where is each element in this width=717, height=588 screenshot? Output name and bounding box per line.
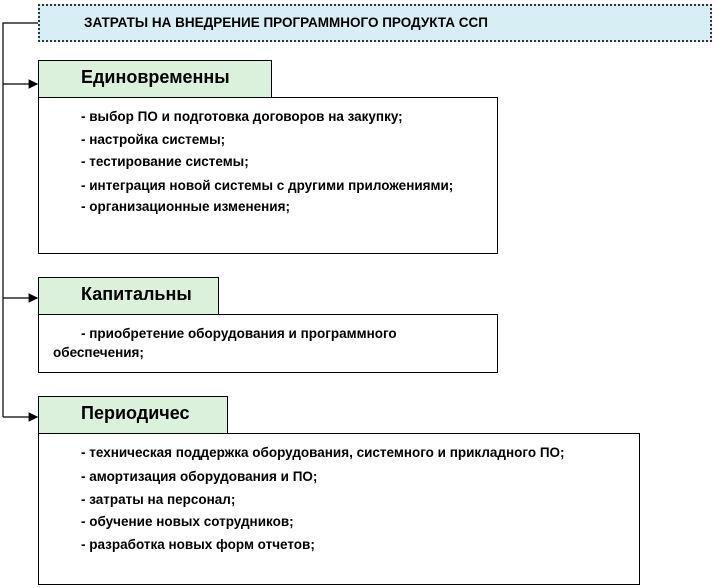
one-time-costs-header (38, 60, 272, 98)
capital-costs-list (38, 314, 498, 373)
group-heading: Единовременны (81, 67, 230, 87)
list-item: - техническая поддержка оборудования, системного и прикладного ПО; (81, 445, 565, 460)
one-time-costs-list (38, 97, 498, 254)
periodic-costs-list (38, 433, 640, 585)
list-item: - организационные изменения; (81, 198, 290, 214)
list-item: - приобретение оборудования и программного обеспечения; (53, 326, 397, 360)
list-item: - разработка новых форм отчетов; (81, 536, 315, 552)
list-item: - затраты на персонал; (81, 491, 236, 507)
capital-costs-header (38, 277, 219, 315)
group-heading: Периодичес (81, 403, 190, 423)
periodic-costs-header (38, 396, 228, 434)
list-item: - тестирование системы; (81, 154, 249, 169)
list-item: - настройка системы; (81, 131, 226, 147)
list-item: - обучение новых сотрудников; (81, 514, 294, 529)
trunk-line (3, 23, 38, 417)
list-item: - амортизация оборудования и ПО; (81, 469, 318, 484)
list-item: - интеграция новой системы с другими приложениями; (81, 177, 454, 193)
diagram-title: ЗАТРАТЫ НА ВНЕДРЕНИЕ ПРОГРАММНОГО ПРОДУКТА ССП (84, 15, 488, 30)
group-heading: Капитальны (81, 284, 192, 304)
title-box (38, 4, 712, 42)
list-item: - выбор ПО и подготовка договоров на закупку; (81, 109, 403, 124)
